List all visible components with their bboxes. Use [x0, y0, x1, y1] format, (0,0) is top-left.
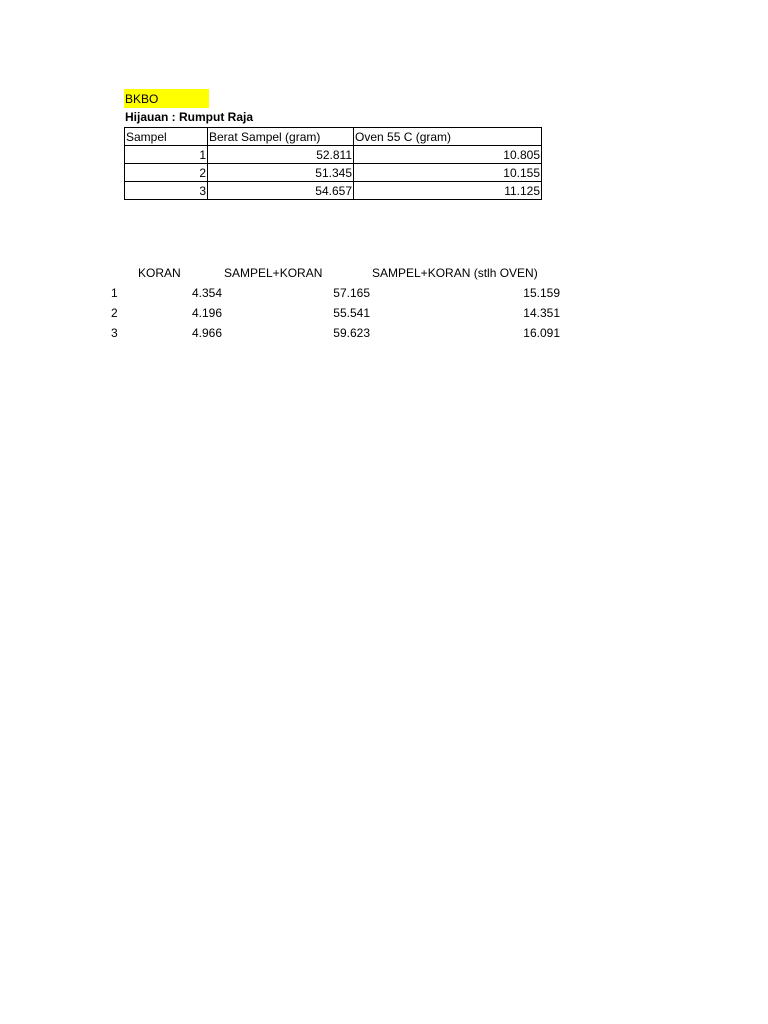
header-cell-sampel-koran: SAMPEL+KORAN — [224, 266, 323, 280]
cell-sampel-koran-weight: 55.541 — [333, 306, 370, 320]
koran-weight-table — [110, 263, 561, 343]
cell-oven-weight: 11.125 — [354, 182, 542, 200]
cell-koran-weight: 4.196 — [191, 306, 222, 320]
cell-sample-weight: 54.657 — [208, 182, 354, 200]
header-cell-sampel-koran-oven: SAMPEL+KORAN (stlh OVEN) — [372, 266, 538, 280]
table-row — [110, 323, 561, 343]
table-row — [125, 164, 542, 182]
cell-oven-weight: 10.805 — [354, 146, 542, 164]
cell-sample-weight: 52.811 — [208, 146, 354, 164]
cell-after-oven-weight: 16.091 — [523, 326, 560, 340]
cell-sample-number: 1 — [125, 146, 208, 164]
header-cell-berat-sampel: Berat Sampel (gram) — [208, 128, 354, 146]
table-header-row — [110, 263, 561, 283]
table-row — [110, 303, 561, 323]
cell-after-oven-weight: 14.351 — [523, 306, 560, 320]
header-cell-oven: Oven 55 C (gram) — [354, 128, 542, 146]
header-cell-sampel: Sampel — [125, 128, 208, 146]
sheet-subtitle: Hijauan : Rumput Raja — [125, 110, 254, 124]
cell-after-oven-weight: 15.159 — [523, 286, 560, 300]
cell-sample-number: 3 — [125, 182, 208, 200]
table-row — [125, 182, 542, 200]
cell-row-number: 1 — [111, 286, 118, 300]
sample-weight-table — [124, 127, 542, 200]
cell-sampel-koran-weight: 57.165 — [333, 286, 370, 300]
header-cell-koran: KORAN — [138, 266, 181, 280]
cell-sampel-koran-weight: 59.623 — [333, 326, 370, 340]
table-row — [125, 146, 542, 164]
table-header-row — [125, 128, 542, 146]
header-cell-index — [110, 263, 124, 283]
cell-row-number: 3 — [111, 326, 118, 340]
cell-row-number: 2 — [111, 306, 118, 320]
cell-koran-weight: 4.354 — [191, 286, 222, 300]
sheet-label-bkbo: BKBO — [125, 92, 159, 106]
cell-oven-weight: 10.155 — [354, 164, 542, 182]
table-row — [110, 283, 561, 303]
cell-sample-weight: 51.345 — [208, 164, 354, 182]
cell-koran-weight: 4.966 — [191, 326, 222, 340]
cell-sample-number: 2 — [125, 164, 208, 182]
